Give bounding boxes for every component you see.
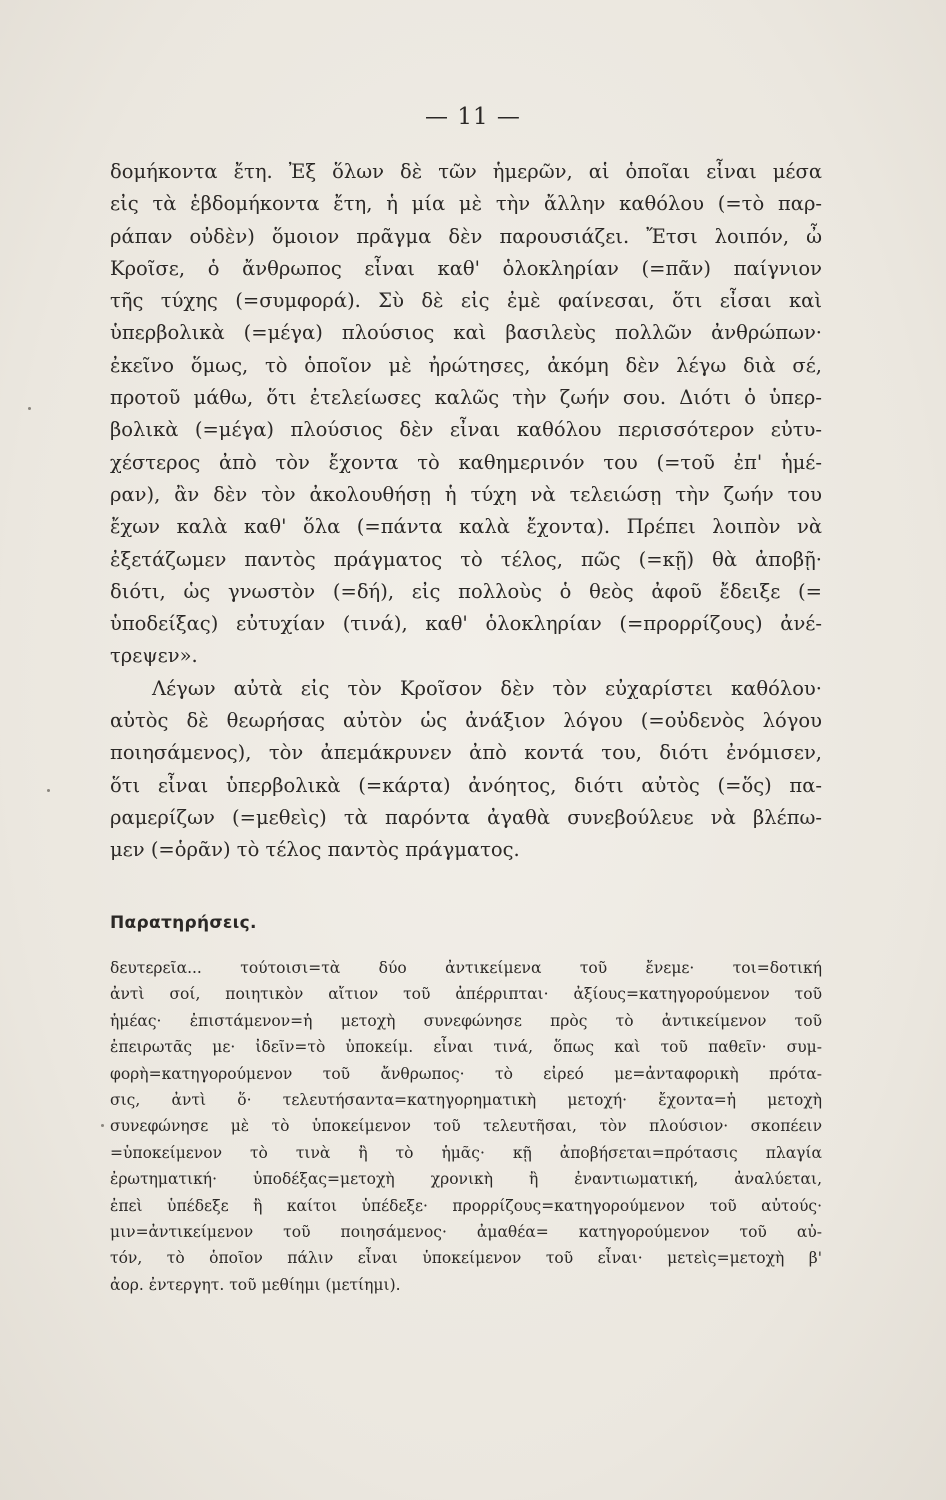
note-line: τόν, τὸ ὁποῖον πάλιν εἶναι ὑποκείμενον τοῦ εἶναι· μετεὶς=μετοχὴ β' xyxy=(110,1249,822,1268)
note-line: δευτερεῖα... τούτοισι=τὰ δύο ἀντικείμενα τοῦ ἔνεμε· τοι=δοτική xyxy=(110,959,822,977)
note-line: =ὑποκείμενον τὸ τινὰ ἢ τὸ ἡμᾶς· κῇ ἀποβήσεται=πρότασις πλαγία xyxy=(110,1143,822,1162)
main-text-block xyxy=(110,156,822,867)
note-line: ἐπεὶ ὑπέδεξε ἢ καίτοι ὑπέδεξε· προρρίζους=κατηγορούμενον τοῦ αὐτούς· xyxy=(110,1196,822,1215)
text-line: διότι, ὡς γνωστὸν (=δή), εἰς πολλοὺς ὁ θεὸς ἀφοῦ ἔδειξε (= xyxy=(110,579,822,603)
notes-text-block xyxy=(110,955,822,1298)
text-line: ποιησάμενος), τὸν ἀπεμάκρυνεν ἀπὸ κοντά του, διότι ἐνόμισεν, xyxy=(110,741,822,765)
text-line: Κροῖσε, ὁ ἄνθρωπος εἶναι καθ' ὁλοκληρίαν (=πᾶν) παίγνιον xyxy=(110,256,822,280)
note-line: ἐρωτηματική· ὑποδέξας=μετοχὴ χρονικὴ ἢ ἐναντιωματική, ἀναλύεται, xyxy=(110,1170,822,1189)
text-line: βολικὰ (=μέγα) πλούσιος δὲν εἶναι καθόλου περισσότερον εὐτυ- xyxy=(110,418,822,442)
text-line: ραν), ἂν δὲν τὸν ἀκολουθήσῃ ἡ τύχη νὰ τελειώσῃ τὴν ζωήν του xyxy=(110,482,822,506)
text-line: ἐξετάζωμεν παντὸς πράγματος τὸ τέλος, πῶς (=κῇ) θὰ ἀποβῇ· xyxy=(110,547,822,571)
paper-speck xyxy=(101,1124,104,1127)
text-line: ράπαν οὐδὲν) ὅμοιον πρᾶγμα δὲν παρουσιάζει. Ἔτσι λοιπόν, ὦ xyxy=(110,224,822,248)
note-line: ἀορ. ἐντεργητ. τοῦ μεθίημι (μετίημι). xyxy=(110,1275,401,1294)
note-line: ἡμέας· ἐπιστάμενον=ἡ μετοχὴ συνεφώνησε πρὸς τὸ ἀντικείμενον τοῦ xyxy=(110,1011,822,1030)
note-line: ἀντὶ σοί, ποιητικὸν αἴτιον τοῦ ἀπέρριπται· ἀξίους=κατηγορούμενον τοῦ xyxy=(110,985,822,1004)
note-line: μιν=ἀντικείμενον τοῦ ποιησάμενος· ἀμαθέα= κατηγορούμενον τοῦ αὐ- xyxy=(110,1223,822,1242)
text-line: αὐτὸς δὲ θεωρήσας αὐτὸν ὡς ἀνάξιον λόγου (=οὐδενὸς λόγου xyxy=(110,709,822,733)
text-line: εἰς τὰ ἑβδομήκοντα ἔτη, ἡ μία μὲ τὴν ἄλλην καθόλου (=τὸ παρ- xyxy=(110,192,822,216)
note-line: ἐπειρωτᾶς με· ἰδεῖν=τὸ ὑποκείμ. εἶναι τινά, ὅπως καὶ τοῦ παθεῖν· συμ- xyxy=(110,1038,822,1057)
text-line: μεν (=ὁρᾶν) τὸ τέλος παντὸς πράγματος. xyxy=(110,838,520,862)
page-number: — 11 — xyxy=(425,104,521,130)
text-line: Λέγων αὐτὰ εἰς τὸν Κροῖσον δὲν τὸν εὐχαρίστει καθόλου· xyxy=(152,676,822,700)
text-line: δομήκοντα ἔτη. Ἐξ ὅλων δὲ τῶν ἡμερῶν, αἱ ὁποῖαι εἶναι μέσα xyxy=(110,160,822,183)
note-line: φορὴ=κατηγορούμενον τοῦ ἄνθρωπος· τὸ εἰρεό με=ἀνταφορικὴ πρότα- xyxy=(110,1064,822,1083)
text-line: τρεψεν». xyxy=(110,644,198,668)
note-line: συνεφώνησε μὲ τὸ ὑποκείμενον τοῦ τελευτῆσαι, τὸν πλούσιον· σκοπέειν xyxy=(110,1117,822,1136)
text-line: χέστερος ἀπὸ τὸν ἔχοντα τὸ καθημερινόν του (=τοῦ ἐπ' ἡμέ- xyxy=(110,450,822,474)
notes-heading: Παρατηρήσεις. xyxy=(110,913,257,933)
paper-speck xyxy=(28,407,31,410)
note-line: σις, ἀντὶ ὅ· τελευτήσαντα=κατηγορηματικὴ μετοχή· ἔχοντα=ἡ μετοχὴ xyxy=(110,1091,822,1110)
text-line: ραμερίζων (=μεθεὶς) τὰ παρόντα ἀγαθὰ συνεβούλευε νὰ βλέπω- xyxy=(110,805,822,829)
text-line: ὑπερβολικὰ (=μέγα) πλούσιος καὶ βασιλεὺς πολλῶν ἀνθρώπων· xyxy=(110,321,822,345)
text-line: ὅτι εἶναι ὑπερβολικὰ (=κάρτα) ἀνόητος, διότι αὐτὸς (=ὅς) πα- xyxy=(110,773,822,797)
text-line: ὑποδείξας) εὐτυχίαν (τινά), καθ' ὁλοκληρίαν (=προρρίζους) ἀνέ- xyxy=(110,612,822,636)
text-line: τῆς τύχης (=συμφορά). Σὺ δὲ εἰς ἐμὲ φαίνεσαι, ὅτι εἶσαι καὶ xyxy=(110,289,822,313)
text-line: προτοῦ μάθω, ὅτι ἐτελείωσες καλῶς τὴν ζωήν σου. Διότι ὁ ὑπερ- xyxy=(110,386,822,410)
text-line: ἐκεῖνο ὅμως, τὸ ὁποῖον μὲ ἠρώτησες, ἀκόμη δὲν λέγω διὰ σέ, xyxy=(110,353,822,377)
text-line: ἔχων καλὰ καθ' ὅλα (=πάντα καλὰ ἔχοντα). Πρέπει λοιπὸν νὰ xyxy=(110,515,822,539)
paper-speck xyxy=(47,789,50,792)
